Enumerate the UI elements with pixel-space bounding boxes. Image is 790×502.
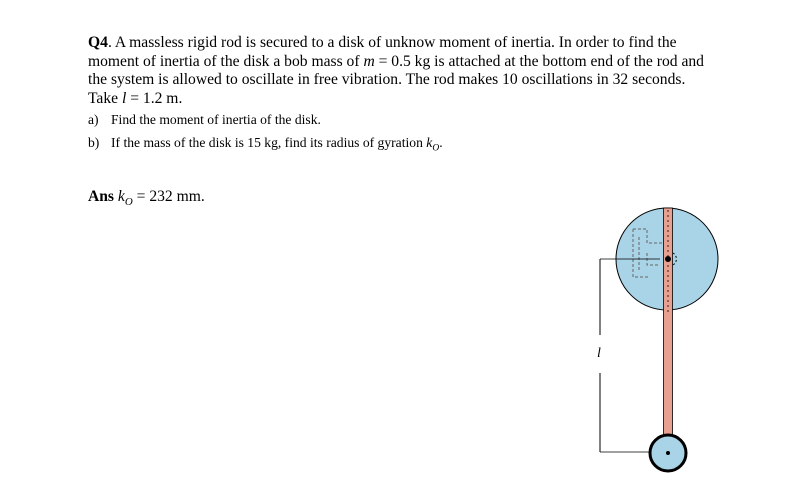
answer-line: [88, 188, 205, 208]
answer-value: = 232 mm.: [132, 188, 205, 205]
problem-statement: [88, 34, 708, 158]
question-text-3: = 1.2 m.: [126, 89, 183, 107]
part-b-letter: b): [88, 135, 100, 150]
part-b: [88, 134, 708, 158]
part-b-text-1: If the mass of the disk is 15 kg, find its radius of gyration: [111, 135, 427, 150]
part-b-content: [111, 134, 443, 158]
question-label: Q4: [88, 34, 108, 51]
part-b-k-subscript: O: [432, 143, 440, 154]
question-text-2: = 0.5 kg is attached at the bottom end of the rod and the system is allowed to oscillate in free vibration. The rod makes 10 oscillations in 32 seconds. Take: [88, 52, 704, 107]
length-label: l: [597, 346, 601, 361]
part-b-text-2: .: [439, 135, 443, 150]
part-b-k-symbol: k: [426, 135, 433, 150]
question-text-1: . A massless rigid rod is secured to a disk of unknow moment of inertia. In order to find the moment of inertia of the disk a bob mass of: [88, 34, 677, 70]
part-a: [88, 111, 708, 128]
length-symbol: l: [121, 89, 127, 107]
answer-label: Ans: [88, 188, 115, 205]
part-a-text: Find the moment of inertia of the disk.: [111, 112, 321, 127]
answer-k-subscript: O: [124, 196, 133, 209]
pendulum-figure: [560, 195, 730, 485]
bob-center-dot: [666, 451, 670, 455]
part-a-letter: a): [88, 112, 99, 127]
question-paragraph: [88, 34, 708, 108]
rod: [664, 208, 673, 440]
mass-symbol: m: [363, 52, 375, 70]
pivot-point: [665, 256, 671, 262]
answer-k-symbol: k: [117, 188, 125, 205]
